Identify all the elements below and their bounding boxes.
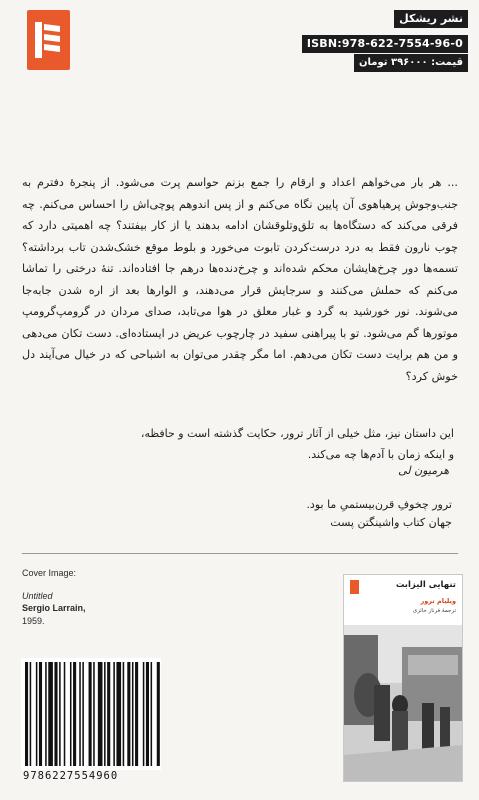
- thumbnail-translator: ترجمهٔ فرناز حائری: [412, 608, 456, 614]
- cover-image-year: 1959.: [22, 615, 45, 626]
- publisher-name: نشر ریشکل: [394, 10, 468, 28]
- barcode-bars: [21, 658, 161, 770]
- blurb-text: ... هر بار می‌خواهم اعداد و ارقام را جمع بزنم حواسم پرت می‌شود. از پنجرهٔ دفترم به جنب‌وجوش پرهیاهوی آن پایین نگاه می‌کنم و از پس اندوهم پوچی‌اش را احساس می‌کنم. چه فرقی می‌کند که دستگاه‌ها به تلق‌وتلوقشان ادامه بدهند یا از کار بیفتند؟ چه اهمیتی دارد که چوب نارون فقط به درد درست‌کردن تابوت می‌خورد و بلوط موقع خشک‌شدن تاب برداشته؟ تسمه‌ها دور چرخ‌هایشان محکم شده‌اند و چرخ‌دنده‌ها درهم جا افتاده‌اند. تنهٔ درختی را تماشا می‌کنم که حملش می‌کنند و سرجایش قرار می‌دهند، و الوارها بعد از اره شدن جابه‌جا می‌شوند. نور خورشید به گرد و غبار معلق در هوا می‌تابد، صدای مردان در گرومپ‌گرومپ موتورها گم می‌شود. تو با پیراهنی سفید در چارچوب عریض در ایستاده‌ای. دست تکان می‌دهی و من هم برایت دست تکان می‌دهم. اما مگر چقدر می‌توان به اشباحی که در خیال می‌آیند دل خوش کرد؟: [22, 176, 458, 383]
- isbn-label: ISBN:978-622-7554-96-0: [302, 35, 468, 53]
- barcode-digits: 9786227554960: [23, 770, 119, 782]
- cover-thumbnail: [343, 574, 463, 782]
- price-label: قیمت: ۳۹۶۰۰۰ تومان: [354, 54, 468, 72]
- quote-author: هرمیون لی: [398, 464, 449, 477]
- tagline-text: ترور چخوفِ قرن‌بیستمیِ ما بود.: [306, 498, 452, 511]
- review-quote: [22, 423, 454, 465]
- cover-image-artist: Sergio Larrain,: [22, 603, 86, 613]
- cover-image-title: Untitled: [22, 590, 53, 601]
- cover-image-credit: [22, 567, 86, 627]
- barcode: [21, 658, 161, 770]
- publisher-logo: [27, 10, 70, 70]
- book-logo-icon: [35, 22, 62, 58]
- review-quote-line: و اینکه زمان با آدم‌ها چه می‌کند.: [307, 448, 454, 461]
- thumbnail-title: تنهایی الیزابت: [395, 580, 456, 590]
- thumbnail-logo: [350, 580, 359, 594]
- cover-image-label: Cover Image:: [22, 568, 77, 578]
- tagline-source: جهان کتاب واشینگتن پست: [330, 516, 452, 529]
- cover-photo: [344, 625, 462, 781]
- review-quote-line: این داستان نیز، مثل خیلی از آثار ترور، حکایت گذشته است و حافظه،: [140, 427, 454, 440]
- thumbnail-author: ویلیام ترور: [420, 597, 456, 605]
- section-divider: [22, 553, 458, 554]
